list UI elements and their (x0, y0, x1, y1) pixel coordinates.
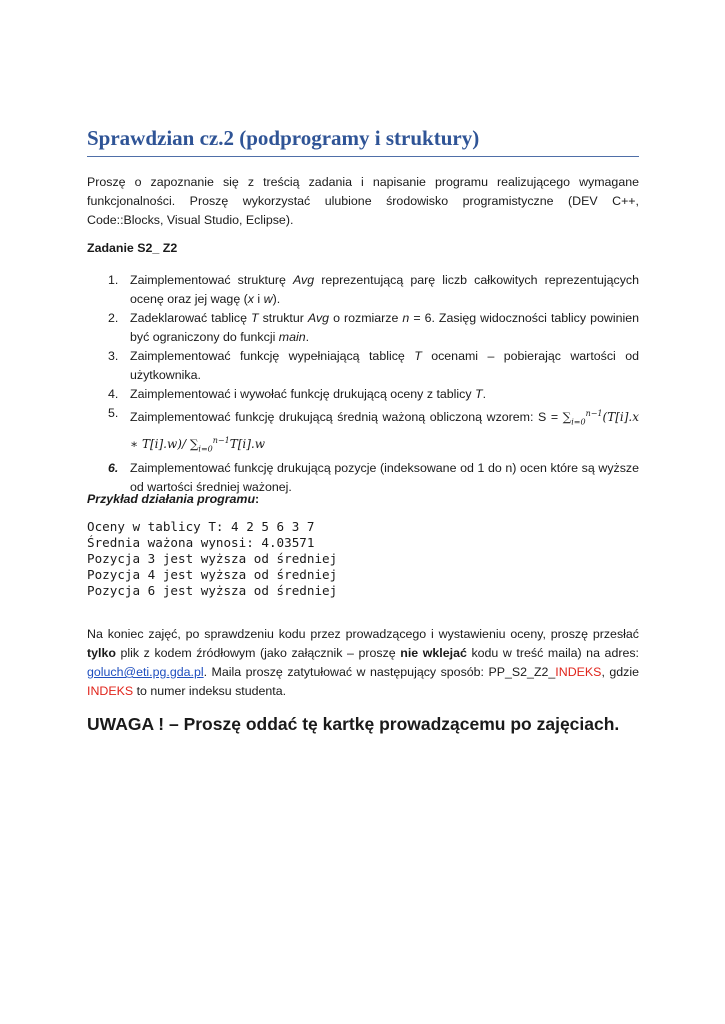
email-link[interactable]: goluch@eti.pg.gda.pl (87, 665, 204, 679)
task-heading: Zadanie S2_ Z2 (87, 241, 178, 255)
output-line: Pozycja 4 jest wyższa od średniej (87, 567, 338, 582)
list-item: 1. Zaimplementować strukturę Avg reprezentującą parę liczb całkowitych reprezentujących ocenę oraz jej wagę (x i w). (108, 273, 639, 306)
page-title: Sprawdzian cz.2 (podprogramy i struktury) (87, 126, 639, 157)
index-placeholder: INDEKS (555, 665, 602, 679)
example-heading: Przykład działania programu: (87, 492, 260, 506)
example-output (87, 519, 337, 599)
weighted-average-formula: $\sum_{i=0}^{n-1}(T[i].x$ ∗ T[i].w)/ $\sum_{i=0}^{n-1}T[i].w$ (130, 409, 639, 454)
warning-text: UWAGA ! – Proszę oddać tę kartkę prowadzącemu po zajęciach. (87, 714, 620, 734)
output-line: Pozycja 6 jest wyższa od średniej (87, 583, 338, 598)
output-line: Pozycja 3 jest wyższa od średniej (87, 551, 338, 566)
list-item: 4. Zaimplementować i wywołać funkcję drukującą oceny z tablicy T. (108, 387, 487, 401)
list-item: 2. Zadeklarować tablicę T struktur Avg o rozmiarze n = 6. Zasięg widoczności tablicy powinien być ograniczony do funkcji main. (108, 311, 640, 344)
list-item: 3. Zaimplementować funkcję wypełniającą tablicę T ocenami – pobierając wartości od użytkownika. (108, 349, 639, 382)
index-placeholder: INDEKS (87, 684, 134, 698)
output-line: Średnia ważona wynosi: 4.03571 (87, 535, 315, 550)
list-item: 5. Zaimplementować funkcję drukującą średnią ważoną obliczoną wzorem: $S = \sum_{i=0}^{n-1}(T[i].x$ ∗ T[i].w)/ $\sum_{i=0}^{n-1}T[i].w$ (108, 406, 639, 454)
submission-instructions: Na koniec zajęć, po sprawdzeniu kodu przez prowadzącego i wystawieniu oceny, proszę przesłać tylko plik z kodem źródłowym (jako załącznik – proszę nie wklejać kodu w treść maila) na adres: goluch@eti.pg.gda.pl. Maila proszę zatytułować w następujący sposób: PP_S2_Z2_INDEKS, gdzie INDEKS to numer indeksu studenta. (87, 627, 639, 698)
task-list (87, 271, 639, 497)
intro-paragraph: Proszę o zapoznanie się z treścią zadania i napisanie programu realizującego wymagane funkcjonalności. Proszę wykorzystać ulubione środowisko programistyczne (DEV C++, Code::Blocks, Visual Studio, Eclipse). (87, 175, 639, 227)
output-line: Oceny w tablicy T: 4 2 5 6 3 7 (87, 519, 315, 534)
list-item: 6. Zaimplementować funkcję drukującą pozycje (indeksowane od 1 do n) ocen które są wyższe od wartości średniej ważonej. (108, 460, 639, 494)
